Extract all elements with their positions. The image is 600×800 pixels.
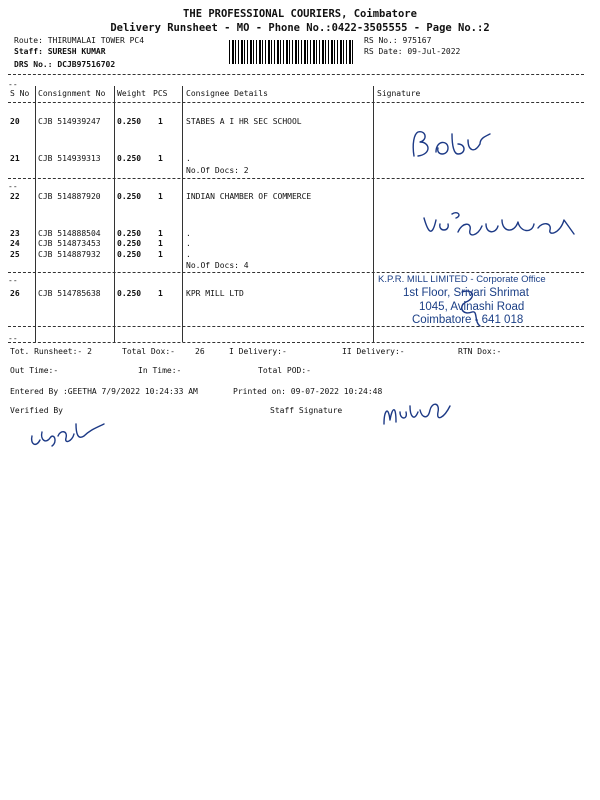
row-pcs: 1 <box>158 192 163 201</box>
col-consignment: Consignment No <box>38 89 106 98</box>
stamp-initials <box>454 286 494 330</box>
column-rule <box>373 86 374 342</box>
row-pcs: 1 <box>158 250 163 259</box>
entered-by: Entered By :GEETHA 7/9/2022 10:24:33 AM <box>10 387 198 396</box>
signature-row20 <box>408 126 498 162</box>
company-stamp-line1: K.P.R. MILL LIMITED - Corporate Office <box>378 274 546 285</box>
column-rule <box>35 86 36 342</box>
row-sno: 23 <box>10 229 20 238</box>
row-pcs: 1 <box>158 289 163 298</box>
row-consignee: KPR MILL LTD <box>186 289 244 298</box>
staff-label: Staff: SURESH KUMAR <box>14 47 106 56</box>
rs-date: RS Date: 09-Jul-2022 <box>364 47 461 56</box>
row-consignee: STABES A I HR SEC SCHOOL <box>186 117 302 126</box>
row-sno: 25 <box>10 250 20 259</box>
col-weight: Weight <box>117 89 146 98</box>
company-stamp-line2: 1st Floor, Srivari Shrimat <box>403 287 529 299</box>
row-consignment: CJB 514785638 <box>38 289 101 298</box>
divider <box>8 74 584 75</box>
row-consignment: CJB 514888504 <box>38 229 101 238</box>
docs-count: No.Of Docs: 4 <box>186 261 249 270</box>
row-weight: 0.250 <box>117 289 142 298</box>
col-pcs: PCS <box>153 89 168 98</box>
route-label: Route: THIRUMALAI TOWER PC4 <box>14 36 145 45</box>
col-consignee: Consignee Details <box>186 89 268 98</box>
row-consignment: CJB 514887920 <box>38 192 101 201</box>
row-consignment: CJB 514939313 <box>38 154 101 163</box>
row-weight: 0.250 <box>117 192 142 201</box>
ii-delivery: II Delivery:- <box>342 347 405 356</box>
total-pod: Total POD:- <box>258 366 311 375</box>
i-delivery: I Delivery:- <box>229 347 287 356</box>
divider <box>8 102 584 103</box>
dash-mark: -- <box>8 276 18 285</box>
dash-mark: -- <box>8 334 18 343</box>
company-title: THE PROFESSIONAL COURIERS, Coimbatore <box>183 8 417 20</box>
company-stamp-line3: 1045, Avinashi Road <box>419 301 525 313</box>
row-sno: 24 <box>10 239 20 248</box>
row-sno: 22 <box>10 192 20 201</box>
column-rule <box>182 86 183 342</box>
row-pcs: 1 <box>158 239 163 248</box>
divider <box>8 342 584 343</box>
row-consignment: CJB 514939247 <box>38 117 101 126</box>
drs-label: DRS No.: DCJB97516702 <box>14 60 116 69</box>
docs-count: No.Of Docs: 2 <box>186 166 249 175</box>
out-time: Out Time:- <box>10 366 59 375</box>
row-consignee: INDIAN CHAMBER OF COMMERCE <box>186 192 312 201</box>
row-weight: 0.250 <box>117 250 142 259</box>
row-consignee: . <box>186 229 191 238</box>
signature-row22 <box>422 208 582 242</box>
row-sno: 26 <box>10 289 20 298</box>
runsheet-title: Delivery Runsheet - MO - Phone No.:0422-3505555 - Page No.:2 <box>110 22 490 34</box>
row-consignee: . <box>186 250 191 259</box>
tot-runsheet: Tot. Runsheet:- 2 <box>10 347 92 356</box>
dash-mark: -- <box>8 80 18 89</box>
total-dox-value: 26 <box>195 347 205 356</box>
verified-by-signature <box>28 418 108 450</box>
rs-no: RS No.: 975167 <box>364 36 432 45</box>
rtn-dox: RTN Dox:- <box>458 347 502 356</box>
divider <box>8 272 584 273</box>
printed-on: Printed on: 09-07-2022 10:24:48 <box>233 387 383 396</box>
row-weight: 0.250 <box>117 154 142 163</box>
row-consignment: CJB 514887932 <box>38 250 101 259</box>
barcode <box>229 40 354 64</box>
dash-mark: -- <box>8 182 18 191</box>
row-consignment: CJB 514873453 <box>38 239 101 248</box>
row-weight: 0.250 <box>117 239 142 248</box>
staff-signature <box>380 398 454 428</box>
staff-signature-label: Staff Signature <box>270 406 343 415</box>
row-sno: 21 <box>10 154 20 163</box>
col-signature: Signature <box>377 89 421 98</box>
row-consignee: . <box>186 239 191 248</box>
in-time: In Time:- <box>138 366 182 375</box>
row-pcs: 1 <box>158 117 163 126</box>
row-weight: 0.250 <box>117 229 142 238</box>
row-pcs: 1 <box>158 229 163 238</box>
row-sno: 20 <box>10 117 20 126</box>
row-consignee: . <box>186 154 191 163</box>
divider <box>8 178 584 179</box>
company-stamp-line4: Coimbatore - 641 018 <box>412 314 524 326</box>
verified-by: Verified By <box>10 406 63 415</box>
col-sno: S No <box>10 89 30 98</box>
divider <box>8 326 584 327</box>
total-dox-label: Total Dox:- <box>122 347 175 356</box>
row-pcs: 1 <box>158 154 163 163</box>
column-rule <box>114 86 115 342</box>
row-weight: 0.250 <box>117 117 142 126</box>
